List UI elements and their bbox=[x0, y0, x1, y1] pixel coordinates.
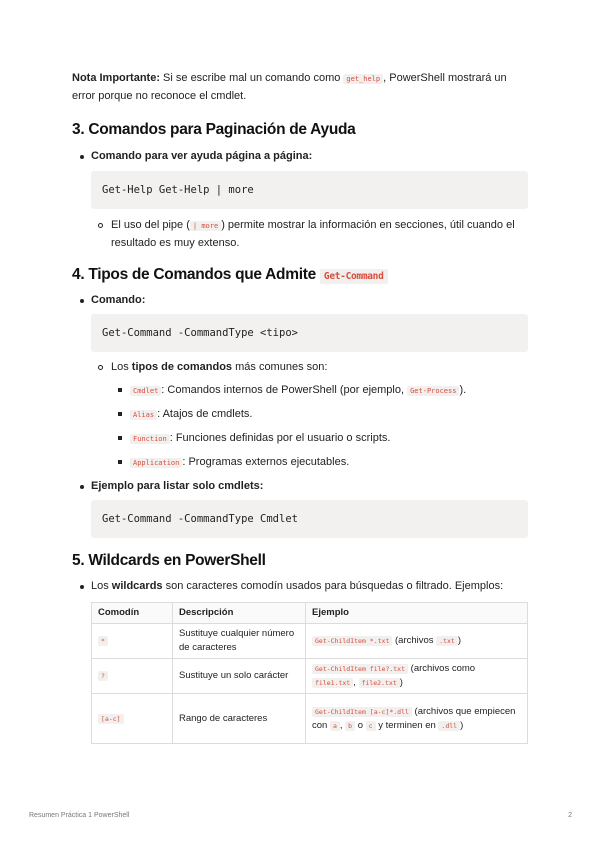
wildcard-cell bbox=[92, 694, 173, 744]
example-cell bbox=[306, 694, 528, 744]
example-code: file2.txt bbox=[359, 678, 400, 688]
table-header-row bbox=[92, 603, 528, 624]
type-code: Function bbox=[130, 434, 170, 444]
example-label: Ejemplo para listar solo cmdlets: bbox=[91, 480, 264, 492]
type-desc: : Programas externos ejecutables. bbox=[182, 456, 350, 468]
section-4-bullet bbox=[72, 292, 528, 309]
types-intro-bullet bbox=[72, 359, 528, 376]
description-cell: Sustituye cualquier número de caracteres bbox=[173, 624, 306, 659]
description-cell: Sustituye un solo carácter bbox=[173, 659, 306, 694]
note-label: Nota Importante: bbox=[72, 72, 160, 84]
header-description: Descripción bbox=[173, 603, 306, 624]
type-code-example: Get-Process bbox=[407, 386, 459, 396]
note-text: Si se escribe mal un comando como bbox=[160, 72, 344, 84]
example-bullet bbox=[72, 478, 528, 495]
note-code: get_help bbox=[343, 74, 383, 84]
type-desc-end: ). bbox=[459, 384, 467, 396]
example-cell bbox=[306, 659, 528, 694]
section-4-title-text: 4. Tipos de Comandos que Admite bbox=[72, 266, 320, 283]
type-item-cmdlet bbox=[72, 382, 528, 400]
example-code: .txt bbox=[436, 636, 458, 646]
example-text: (archivos como bbox=[408, 663, 476, 674]
code-block-cmdlet-example: Get-Command -CommandType Cmdlet bbox=[91, 500, 528, 538]
type-desc: : Funciones definidas por el usuario o scripts. bbox=[169, 432, 391, 444]
example-code: file1.txt bbox=[312, 678, 353, 688]
wildcards-text-before: Los bbox=[91, 580, 112, 592]
example-text: o bbox=[355, 719, 366, 731]
section-3-title: 3. Comandos para Paginación de Ayuda bbox=[72, 121, 356, 138]
wildcards-bullet bbox=[72, 578, 528, 595]
section-4-title-code: Get-Command bbox=[320, 269, 388, 284]
footer-page-number: 2 bbox=[568, 812, 572, 819]
example-text: ) bbox=[460, 719, 464, 731]
example-code: .dll bbox=[438, 721, 460, 731]
example-cell bbox=[306, 624, 528, 659]
types-bold: tipos de comandos bbox=[131, 361, 233, 373]
type-desc: : Atajos de cmdlets. bbox=[157, 408, 253, 420]
example-code: b bbox=[345, 721, 355, 731]
type-code: Application bbox=[130, 458, 182, 468]
wildcard-code: [a-c] bbox=[98, 714, 124, 724]
example-text: ) bbox=[457, 635, 462, 646]
header-example: Ejemplo bbox=[306, 603, 528, 624]
code-block-help-more: Get-Help Get-Help | more bbox=[91, 171, 528, 209]
type-code: Alias bbox=[130, 410, 157, 420]
table-row bbox=[92, 659, 528, 694]
section-3-bullet bbox=[72, 148, 528, 165]
example-text: y terminen en bbox=[375, 719, 439, 731]
table-row bbox=[92, 624, 528, 659]
example-code: Get-ChildItem [a-c]*.dll bbox=[312, 707, 412, 717]
footer-title: Resumen Práctica 1 PowerShell bbox=[29, 812, 130, 819]
types-text-after: más comunes son: bbox=[232, 361, 328, 373]
example-code: a bbox=[330, 721, 340, 731]
wildcard-cell bbox=[92, 624, 173, 659]
section-3-sub-bullet bbox=[72, 217, 528, 252]
section-5-title: 5. Wildcards en PowerShell bbox=[72, 552, 266, 569]
section-4-title bbox=[72, 266, 528, 284]
type-item-alias bbox=[72, 406, 528, 424]
wildcards-table bbox=[91, 602, 528, 744]
example-code: Get-ChildItem file?.txt bbox=[312, 664, 408, 674]
wildcard-code: ? bbox=[98, 671, 108, 681]
wildcards-bold: wildcards bbox=[111, 580, 163, 592]
example-text: (archivos bbox=[392, 635, 437, 646]
code-block-command-type: Get-Command -CommandType <tipo> bbox=[91, 314, 528, 352]
type-code: Cmdlet bbox=[130, 386, 161, 396]
pipe-code: | more bbox=[190, 221, 221, 231]
section-4-bullet-label: Comando: bbox=[91, 294, 146, 306]
description-cell: Rango de caracteres bbox=[173, 694, 306, 744]
important-note bbox=[72, 70, 528, 105]
table-row bbox=[92, 694, 528, 744]
note-text-after: , PowerShell mostrará un error porque no reconoce el cmdlet. bbox=[72, 72, 507, 102]
types-text-before: Los bbox=[111, 361, 132, 373]
pipe-text-after: ) permite mostrar la información en secciones, útil cuando el resultado es muy extenso. bbox=[111, 219, 515, 249]
section-3-bullet-label: Comando para ver ayuda página a página: bbox=[91, 150, 313, 162]
example-code: c bbox=[366, 721, 376, 731]
example-text: , bbox=[353, 677, 359, 688]
type-desc: : Comandos internos de PowerShell (por ejemplo, bbox=[161, 384, 408, 396]
wildcards-text-after: son caracteres comodín usados para búsquedas o filtrado. Ejemplos: bbox=[162, 580, 504, 592]
wildcard-code: * bbox=[98, 636, 108, 646]
example-text: , bbox=[339, 719, 346, 731]
wildcard-cell bbox=[92, 659, 173, 694]
header-wildcard: Comodín bbox=[92, 603, 173, 624]
pipe-text-before: El uso del pipe ( bbox=[111, 219, 190, 231]
type-item-application bbox=[72, 454, 528, 472]
example-code: Get-ChildItem *.txt bbox=[312, 636, 392, 646]
type-item-function bbox=[72, 430, 528, 448]
example-text: (archivos que empiecen con bbox=[312, 705, 516, 731]
example-text: ) bbox=[399, 677, 403, 688]
